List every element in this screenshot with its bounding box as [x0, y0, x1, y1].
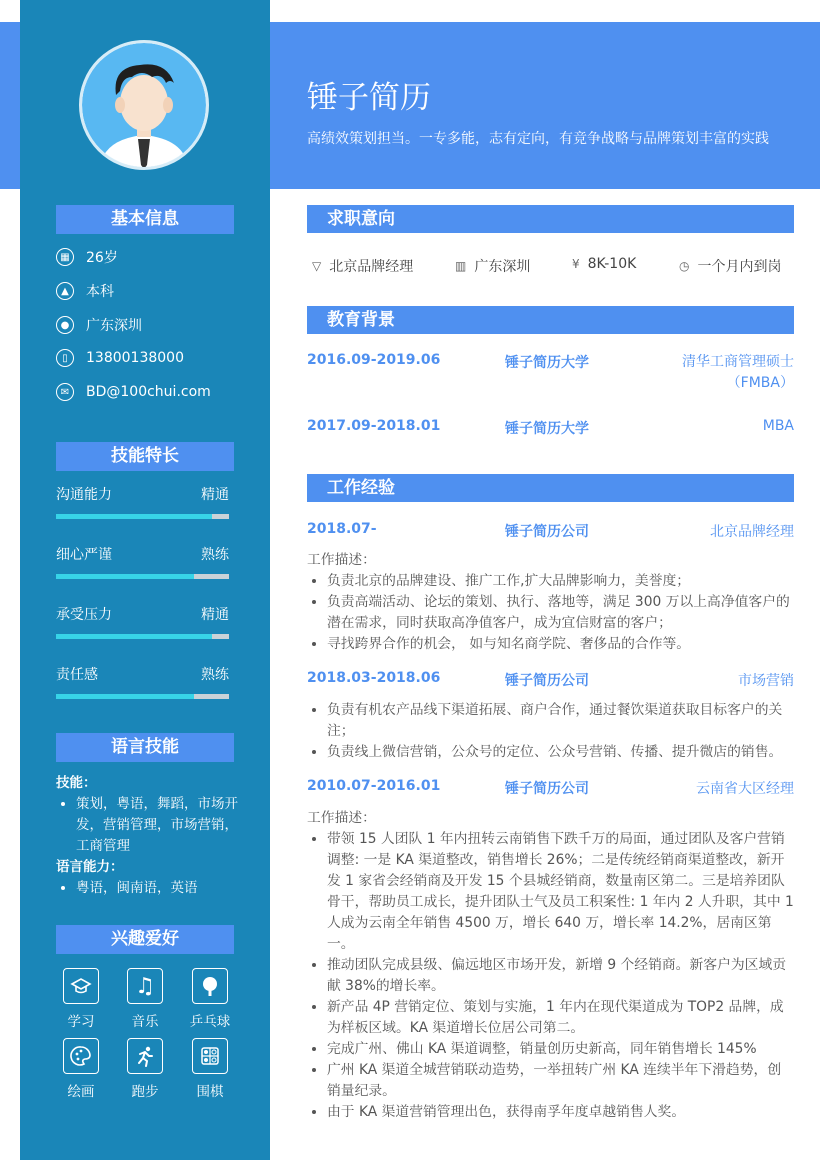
mail-icon: ✉: [56, 383, 74, 401]
building-icon: ▥: [455, 259, 467, 273]
hobby-painting: [46, 1038, 116, 1100]
music-icon: ♫: [127, 968, 163, 1004]
language-label: 语言能力：: [56, 859, 124, 875]
info-phone: [56, 346, 184, 370]
skill-bar: [56, 634, 229, 639]
hobby-label: 围棋: [196, 1084, 224, 1100]
hobby-label: 跑步: [131, 1084, 159, 1100]
hobby-study: [46, 968, 116, 1030]
intent-arrival: [679, 256, 781, 276]
edu-major: MBA: [762, 418, 794, 434]
phone-icon: ▯: [56, 349, 74, 367]
skill-bar-fill: [56, 634, 212, 639]
sidebar: [20, 0, 270, 1160]
work-description: [307, 808, 794, 1123]
painting-icon: [63, 1038, 99, 1074]
work-date: 2010.07-2016.01: [307, 778, 441, 794]
skill-level: 精通: [201, 487, 229, 503]
work-role: 云南省大区经理: [696, 781, 794, 797]
education-title: 教育背景: [307, 306, 794, 334]
info-education: [56, 279, 114, 303]
work-company: 锤子简历公司: [505, 524, 589, 540]
work-bullet: • 新产品 4P 营销定位、策划与实施，1 年内在现代渠道成为 TOP2 品牌，成为样板区域。KA 渠道增长位居公司第二。: [327, 997, 794, 1039]
work-bullet: • 推动团队完成县级、偏远地区市场开发，新增 9 个经销商。新客户为区域贡献 38%的增长率。: [327, 955, 794, 997]
edu-school: 锤子简历大学: [505, 421, 589, 437]
info-location: [56, 313, 142, 337]
hobby-title: 兴趣爱好: [56, 925, 234, 954]
skill-bar: [56, 694, 229, 699]
calendar-icon: ▦: [56, 248, 74, 266]
work-bullet: • 广州 KA 渠道全城营销联动造势，一举扭转广州 KA 连续半年下滑趋势，创销量纪录。: [327, 1060, 794, 1102]
info-age-text: 26岁: [86, 250, 118, 266]
work-company: 锤子简历公司: [505, 781, 589, 797]
skill-label: 技能：: [56, 775, 97, 791]
skill-name: 承受压力: [56, 607, 112, 623]
skill-bar: [56, 514, 229, 519]
work-description: [307, 550, 794, 655]
skill-level: 熟练: [201, 667, 229, 683]
skill-name: 细心严谨: [56, 547, 112, 563]
work-title: 工作经验: [307, 474, 794, 502]
skills-title: 技能特长: [56, 442, 234, 471]
resume-name: 锤子简历: [307, 80, 431, 116]
language-list-item: • 粤语，闽南语，英语: [76, 878, 241, 899]
work-bullet: • 负责高端活动、论坛的策划、执行、落地等，满足 300 万以上高净值客户的潜在需求，同时获取高净值客户，成为宜信财富的客户；: [327, 592, 794, 634]
intent-salary-text: 8K-10K: [587, 256, 637, 272]
hobby-label: 学习: [67, 1014, 95, 1030]
edu-date: 2016.09-2019.06: [307, 352, 441, 368]
hobby-label: 绘画: [67, 1084, 95, 1100]
hobby-running: [110, 1038, 180, 1100]
info-phone-text: 13800138000: [86, 350, 184, 366]
skill-level: 精通: [201, 607, 229, 623]
intent-salary: [572, 256, 636, 272]
language-section: [56, 773, 241, 899]
hobby-music: [110, 968, 180, 1030]
work-bullet: • 负责线上微信营销，公众号的定位、公众号营销、传播、提升微店的销售。: [327, 742, 794, 763]
resume-slogan: 高绩效策划担当。一专多能，志有定向，有竞争战略与品牌策划丰富的实践: [307, 131, 769, 147]
yuan-icon: ¥: [572, 257, 580, 271]
hobby-ping-pong: [175, 968, 245, 1030]
info-age: [56, 245, 118, 269]
hobby-label: 乒乓球: [189, 1014, 231, 1030]
intent-position-text: 北京品牌经理: [329, 259, 414, 275]
skill-level: 熟练: [201, 547, 229, 563]
work-bullet: • 带领 15 人团队 1 年内扭转云南销售下跌千万的局面，通过团队及客户营销调整: 一是 KA 渠道整改，销售增长 26%；二是传统经销商渠道整改，新开发 1 家省会经销商及开发 15 个县城经销商，数量南区第二。三是培养团队骨干，帮助员工成长，提升团队士气及员工积案性: 1 年内 2 人升职，其中 1 人成为云南全年销售 4500 万，增长 640 万，增长率 14.2%，居南区第一。: [327, 829, 794, 955]
basic-info-title: 基本信息: [56, 205, 234, 234]
edu-school: 锤子简历大学: [505, 355, 589, 371]
intent-arrival-text: 一个月内到岗: [697, 259, 782, 275]
work-date: 2018.07-: [307, 521, 377, 537]
skill-bar-fill: [56, 694, 194, 699]
ping-pong-icon: [192, 968, 228, 1004]
work-role: 市场营销: [738, 673, 794, 689]
skill-bar-fill: [56, 574, 194, 579]
info-education-text: 本科: [86, 284, 114, 300]
study-icon: [63, 968, 99, 1004]
work-desc-label: 工作描述：: [307, 810, 376, 826]
avatar: [79, 40, 209, 170]
edu-date: 2017.09-2018.01: [307, 418, 441, 434]
info-email: [56, 380, 211, 404]
skill-bar-fill: [56, 514, 212, 519]
work-bullet: • 由于 KA 渠道营销管理出色，获得南孚年度卓越销售人奖。: [327, 1102, 794, 1123]
intent-city-text: 广东深圳: [474, 259, 531, 275]
language-title: 语言技能: [56, 733, 234, 762]
location-pin-icon: ●: [56, 316, 74, 334]
info-location-text: 广东深圳: [86, 318, 142, 334]
intent-city: [455, 256, 530, 276]
skill-list-item: • 策划，粤语，舞蹈，市场开发，营销管理，市场营销，工商管理: [76, 794, 241, 857]
clock-icon: ◷: [679, 259, 690, 273]
work-bullet: • 负责有机农产品线下渠道拓展、商户合作，通过餐饮渠道获取目标客户的关注；: [327, 700, 794, 742]
go-board-icon: [192, 1038, 228, 1074]
work-company: 锤子简历公司: [505, 673, 589, 689]
hobby-label: 音乐: [131, 1014, 159, 1030]
info-email-text: BD@100chui.com: [86, 384, 211, 400]
running-icon: [127, 1038, 163, 1074]
work-bullet: • 完成广州、佛山 KA 渠道调整，销量创历史新高，同年销售增长 145%: [327, 1039, 794, 1060]
skill-name: 责任感: [56, 667, 98, 683]
work-bullet: • 负责北京的品牌建设、推广工作,扩大品牌影响力，美誉度；: [327, 571, 794, 592]
tie-icon: ▽: [312, 259, 322, 273]
graduation-cap-icon: ▲: [56, 282, 74, 300]
skill-bar: [56, 574, 229, 579]
edu-major: 清华工商管理硕士（FMBA）: [682, 354, 794, 391]
work-desc-label: 工作描述：: [307, 552, 376, 568]
work-role: 北京品牌经理: [710, 524, 794, 540]
intent-position: [312, 256, 413, 276]
work-bullet: • 寻找跨界合作的机会， 如与知名商学院、奢侈品的合作等。: [327, 634, 794, 655]
work-date: 2018.03-2018.06: [307, 670, 441, 686]
work-description: [307, 700, 794, 763]
hobby-go: [175, 1038, 245, 1100]
intent-title: 求职意向: [307, 205, 794, 233]
skill-name: 沟通能力: [56, 487, 112, 503]
